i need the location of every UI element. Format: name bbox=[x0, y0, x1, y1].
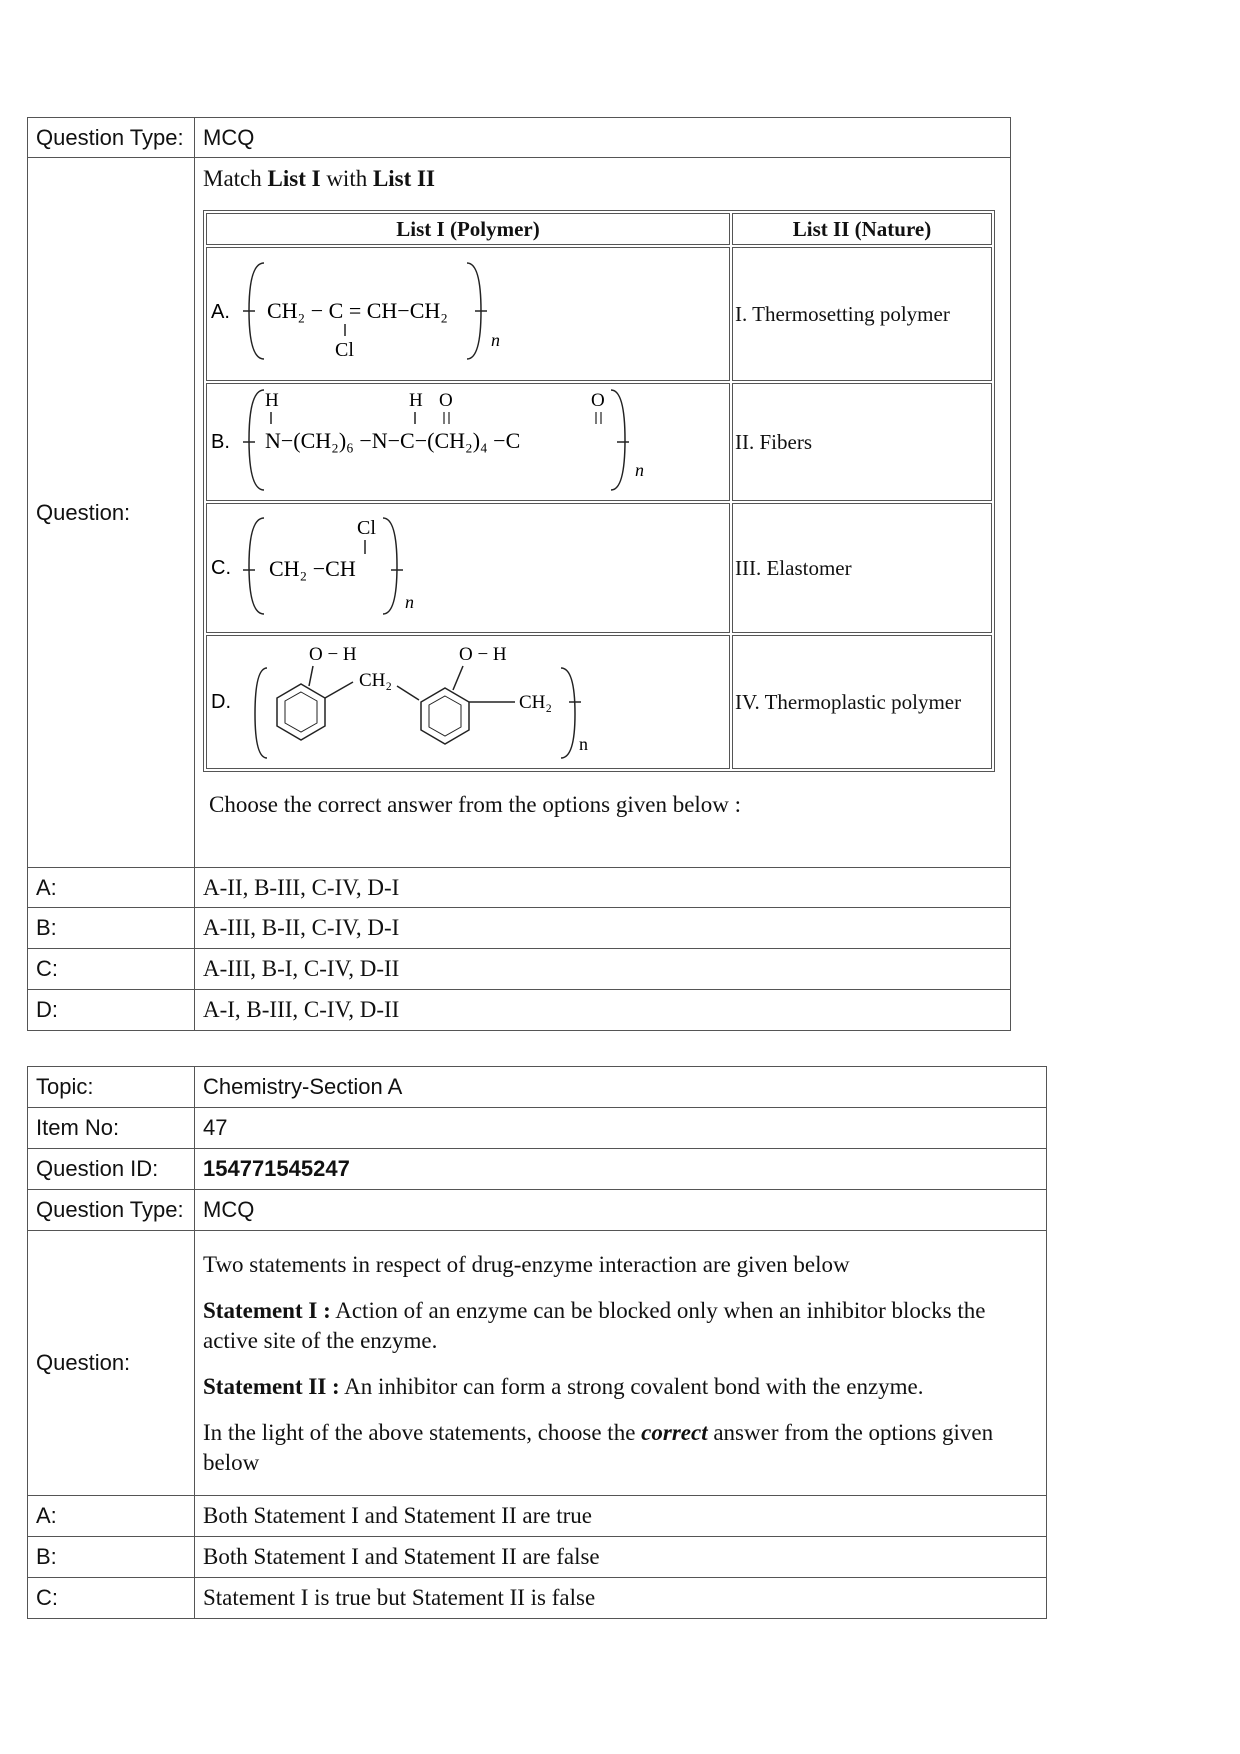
closing-emphasis: correct bbox=[641, 1420, 708, 1445]
match-row-c bbox=[206, 503, 992, 633]
polymer-a bbox=[206, 247, 730, 381]
match-list1: List I bbox=[267, 166, 321, 191]
match-list2: List II bbox=[372, 166, 435, 191]
question-label: Question: bbox=[28, 1231, 195, 1496]
match-row-a bbox=[206, 247, 992, 381]
item-no-label: Item No: bbox=[28, 1108, 195, 1149]
match-pre: Match bbox=[203, 166, 268, 191]
option-row bbox=[28, 908, 1011, 949]
header-list2: List II (Nature) bbox=[732, 213, 992, 245]
question-type-label: Question Type: bbox=[28, 1190, 195, 1231]
question-type-label: Question Type: bbox=[28, 118, 195, 158]
option-label: C: bbox=[28, 1578, 195, 1619]
polymer-b-structure bbox=[209, 384, 719, 494]
polymer-d-oh2: O − H bbox=[459, 644, 507, 665]
closing-pre: In the light of the above statements, choose the bbox=[203, 1420, 642, 1445]
option-label: D: bbox=[28, 990, 195, 1031]
nature-c: III. Elastomer bbox=[732, 503, 992, 633]
match-mid: with bbox=[320, 166, 373, 191]
question-table-1 bbox=[27, 117, 1011, 1031]
option-text[interactable]: Both Statement I and Statement II are false bbox=[195, 1537, 1047, 1578]
question-table-2 bbox=[27, 1066, 1047, 1619]
polymer-b bbox=[206, 383, 730, 501]
question-intro: Two statements in respect of drug-enzyme interaction are given below bbox=[203, 1252, 850, 1277]
header-list1: List I (Polymer) bbox=[206, 213, 730, 245]
choose-instruction: Choose the correct answer from the options given below : bbox=[209, 792, 742, 817]
letter-d: D. bbox=[211, 691, 231, 713]
polymer-d-oh1: O − H bbox=[309, 644, 357, 665]
polymer-b-o2: O bbox=[591, 390, 605, 411]
statement-2-text: An inhibitor can form a strong covalent bond with the enzyme. bbox=[339, 1374, 924, 1399]
polymer-c-cl: Cl bbox=[357, 517, 376, 539]
nature-a: I. Thermosetting polymer bbox=[732, 247, 992, 381]
polymer-d-structure bbox=[209, 636, 719, 762]
option-text[interactable]: Statement I is true but Statement II is false bbox=[195, 1578, 1047, 1619]
polymer-b-formula: N−(CH₂)₆ −N−C−(CH₂)₄ −C bbox=[265, 428, 521, 453]
polymer-b-o1: O bbox=[439, 390, 453, 411]
match-row-d bbox=[206, 635, 992, 769]
polymer-c bbox=[206, 503, 730, 633]
item-no-value: 47 bbox=[195, 1108, 1047, 1149]
polymer-b-n: n bbox=[635, 460, 644, 480]
polymer-a-cl: Cl bbox=[335, 339, 354, 361]
statement-2 bbox=[203, 1372, 1038, 1402]
question-type-value: MCQ bbox=[195, 118, 1011, 158]
option-row bbox=[28, 1537, 1047, 1578]
option-label: B: bbox=[28, 1537, 195, 1578]
question-closing bbox=[203, 1418, 1038, 1478]
question-body bbox=[195, 158, 1011, 868]
statement-1 bbox=[203, 1296, 1038, 1356]
closing-post: answer from the options given below bbox=[203, 1420, 994, 1475]
question-label: Question: bbox=[28, 158, 195, 868]
option-text[interactable]: A-III, B-I, C-IV, D-II bbox=[195, 949, 1011, 990]
polymer-d-n: n bbox=[579, 734, 588, 754]
topic-label: Topic: bbox=[28, 1067, 195, 1108]
option-row bbox=[28, 990, 1011, 1031]
polymer-b-h1: H bbox=[265, 390, 279, 411]
match-instruction bbox=[195, 166, 1010, 192]
option-label: B: bbox=[28, 908, 195, 949]
option-text[interactable]: A-III, B-II, C-IV, D-I bbox=[195, 908, 1011, 949]
polymer-a-structure bbox=[209, 248, 719, 374]
option-text[interactable]: A-II, B-III, C-IV, D-I bbox=[195, 868, 1011, 908]
polymer-a-formula: CH₂ − C = CH−CH₂ bbox=[267, 298, 448, 323]
polymer-a-n: n bbox=[491, 330, 500, 350]
option-text[interactable]: Both Statement I and Statement II are true bbox=[195, 1496, 1047, 1537]
polymer-c-formula: CH₂ −CH bbox=[269, 556, 356, 581]
polymer-d-ch2b: CH₂ bbox=[519, 692, 553, 713]
topic-value: Chemistry-Section A bbox=[195, 1067, 1047, 1108]
question-body bbox=[195, 1231, 1047, 1496]
match-table bbox=[203, 210, 995, 772]
letter-b: B. bbox=[211, 431, 230, 453]
question-type-value: MCQ bbox=[195, 1190, 1047, 1231]
question-id-label: Question ID: bbox=[28, 1149, 195, 1190]
option-label: A: bbox=[28, 1496, 195, 1537]
option-row bbox=[28, 949, 1011, 990]
polymer-c-n: n bbox=[405, 592, 414, 612]
option-row bbox=[28, 1578, 1047, 1619]
letter-a: A. bbox=[211, 301, 230, 323]
option-label: C: bbox=[28, 949, 195, 990]
nature-b: II. Fibers bbox=[732, 383, 992, 501]
polymer-c-structure bbox=[209, 504, 719, 626]
question-id-value: 154771545247 bbox=[195, 1149, 1047, 1190]
statement-1-text: Action of an enzyme can be blocked only when an inhibitor blocks the active site of the enzyme. bbox=[203, 1298, 986, 1353]
letter-c: C. bbox=[211, 557, 231, 579]
polymer-b-h2: H bbox=[409, 390, 423, 411]
option-row bbox=[28, 1496, 1047, 1537]
statement-2-label: Statement II : bbox=[203, 1374, 340, 1399]
option-row bbox=[28, 868, 1011, 908]
option-text[interactable]: A-I, B-III, C-IV, D-II bbox=[195, 990, 1011, 1031]
option-label: A: bbox=[28, 868, 195, 908]
polymer-d-ch2a: CH₂ bbox=[359, 670, 393, 691]
nature-d: IV. Thermoplastic polymer bbox=[732, 635, 992, 769]
statement-1-label: Statement I : bbox=[203, 1298, 331, 1323]
match-row-b bbox=[206, 383, 992, 501]
polymer-d bbox=[206, 635, 730, 769]
